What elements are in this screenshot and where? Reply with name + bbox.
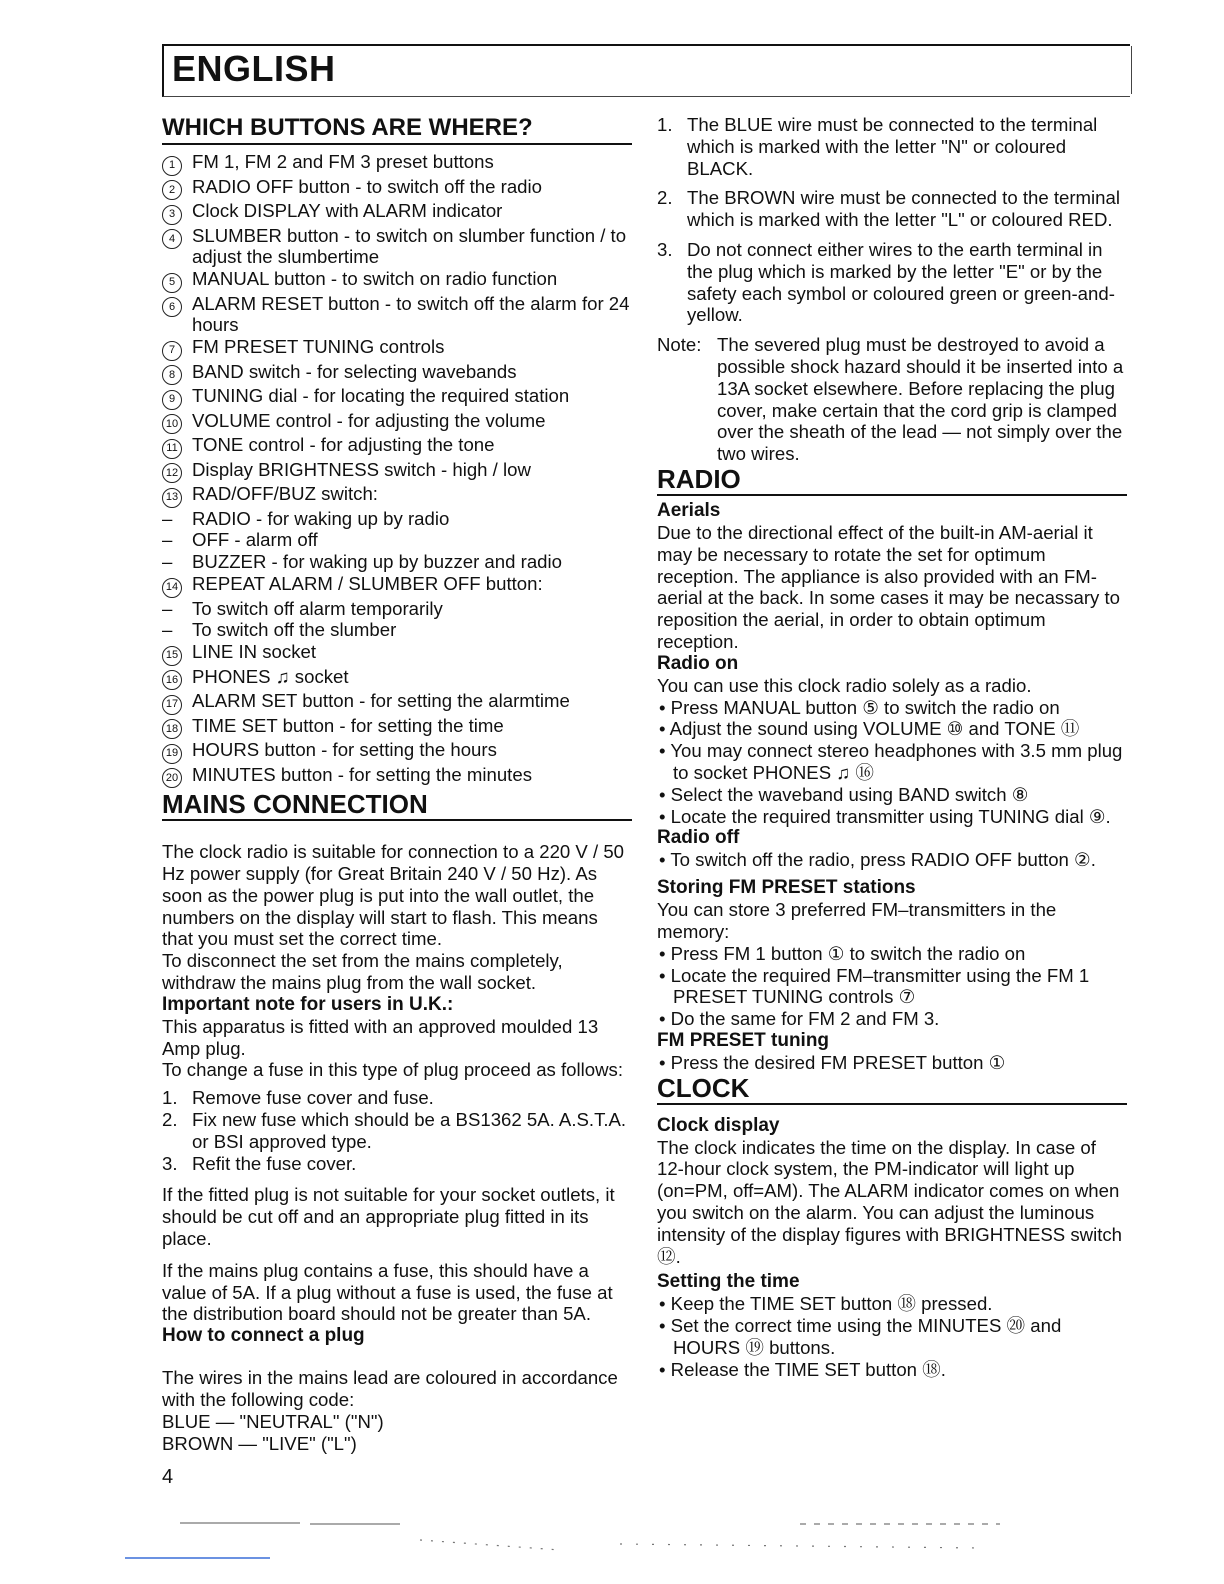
item-number-circle: 3 <box>162 205 182 225</box>
button-legend-item <box>162 293 632 337</box>
item-text: TUNING dial - for locating the required station <box>192 385 570 407</box>
note-text: The severed plug must be destroyed to avoid a possible shock hazard should it be inserted into a 13A socket elsewhere. Before replacing the plug cover, make certain that the cord grip is clamped over the sheath of the lead — not simply over the two wires. <box>717 334 1124 465</box>
item-marker <box>162 336 192 361</box>
button-legend-item <box>162 529 632 551</box>
item-text: ALARM RESET button - to switch off the alarm for 24 hours <box>192 292 630 336</box>
mains-connection-heading: MAINS CONNECTION <box>162 790 632 821</box>
radio-on-heading: Radio on <box>657 652 739 674</box>
preset-tuning-bullet: • Press the desired FM PRESET button ① <box>659 1051 1006 1073</box>
item-marker <box>162 268 192 293</box>
item-marker <box>162 434 192 459</box>
item-marker <box>162 739 192 764</box>
button-legend-item <box>162 739 632 764</box>
item-marker: – <box>162 507 173 529</box>
wire-step <box>657 239 1127 326</box>
fuse-steps <box>162 1087 632 1174</box>
button-list <box>162 151 632 788</box>
item-number-circle: 11 <box>162 439 182 459</box>
wire-steps <box>657 114 1127 326</box>
radio-off-heading: Radio off <box>657 827 740 849</box>
step-text: Do not connect either wires to the earth terminal in the plug which is marked by the letter "E" or by the safety each symbol or coloured green or green-and-yellow. <box>687 238 1115 326</box>
radio-off-bullet: • To switch off the radio, press RADIO OFF button ②. <box>659 849 1096 871</box>
item-text: TONE control - for adjusting the tone <box>192 434 495 456</box>
item-text: MINUTES button - for setting the minutes <box>192 763 532 785</box>
bullet-item: • You may connect stereo headphones with 3.5 mm plug to socket PHONES ♫ ⑯ <box>659 740 1123 783</box>
item-text: HOURS button - for setting the hours <box>192 739 497 761</box>
uk-note-heading: Important note for users in U.K.: <box>162 993 454 1015</box>
item-text: SLUMBER button - to switch on slumber function / to adjust the slumbertime <box>192 224 627 268</box>
step-number: 2. <box>162 1108 178 1130</box>
button-legend-item <box>162 200 632 225</box>
item-text: To switch off alarm temporarily <box>192 597 443 619</box>
item-marker: – <box>162 597 173 619</box>
button-legend-item <box>162 483 632 508</box>
button-legend-item <box>162 268 632 293</box>
item-number-circle: 19 <box>162 744 182 764</box>
button-legend-item <box>162 434 632 459</box>
item-number-circle: 1 <box>162 156 182 176</box>
plug-paragraph-2: If the mains plug contains a fuse, this should have a value of 5A. If a plug without a fuse is used, the fuse at the distribution board should not be greater than 5A. <box>162 1259 613 1325</box>
step-number: 3. <box>162 1152 178 1174</box>
item-text: Clock DISPLAY with ALARM indicator <box>192 200 503 221</box>
connect-plug-heading: How to connect a plug <box>162 1325 365 1347</box>
bullet-item: • Locate the required FM–transmitter using the FM 1 PRESET TUNING controls ⑦ <box>659 964 1090 1008</box>
button-legend-item <box>162 551 632 573</box>
button-legend-item <box>162 459 632 484</box>
uk-paragraph-1: This apparatus is fitted with an approved moulded 13 Amp plug. <box>162 1015 599 1059</box>
item-text: ALARM SET button - for setting the alarmtime <box>192 690 570 712</box>
item-text: TIME SET button - for setting the time <box>192 714 504 736</box>
step-number: 3. <box>657 238 673 260</box>
scan-noise <box>0 1510 1224 1584</box>
bullet-item: • Set the correct time using the MINUTES ⑳ and HOURS ⑲ buttons. <box>659 1315 1062 1359</box>
radio-on-bullets <box>657 697 1127 828</box>
uk-paragraph-2: To change a fuse in this type of plug proceed as follows: <box>162 1059 623 1081</box>
step-number: 1. <box>162 1087 178 1109</box>
item-marker <box>162 715 192 740</box>
button-legend-item <box>162 715 632 740</box>
aerials-heading: Aerials <box>657 499 721 521</box>
fuse-step <box>162 1087 632 1109</box>
storing-bullets <box>657 943 1127 1030</box>
item-number-circle: 6 <box>162 297 182 317</box>
item-marker <box>162 176 192 201</box>
wire-step <box>657 187 1127 231</box>
header-right-rule <box>1131 46 1132 94</box>
item-text: REPEAT ALARM / SLUMBER OFF button: <box>192 573 543 595</box>
button-legend-item <box>162 573 632 598</box>
item-marker: – <box>162 551 173 573</box>
item-number-circle: 13 <box>162 488 182 508</box>
setting-time-heading: Setting the time <box>657 1271 800 1293</box>
step-text: Refit the fuse cover. <box>192 1152 357 1174</box>
step-text: Fix new fuse which should be a BS1362 5A. A.S.T.A. or BSI approved type. <box>192 1108 627 1152</box>
bullet-item: • Select the waveband using BAND switch ⑧ <box>659 783 1029 805</box>
button-legend-item <box>162 690 632 715</box>
item-text: OFF - alarm off <box>192 529 318 551</box>
setting-bullets <box>657 1293 1127 1380</box>
item-text: FM 1, FM 2 and FM 3 preset buttons <box>192 151 494 172</box>
item-number-circle: 14 <box>162 578 182 598</box>
plug-paragraph-1: If the fitted plug is not suitable for your socket outlets, it should be cut off and an appropriate plug fitted in its place. <box>162 1184 615 1249</box>
button-legend-item <box>162 764 632 789</box>
bullet-item: • Keep the TIME SET button ⑱ pressed. <box>659 1293 993 1315</box>
item-text: FM PRESET TUNING controls <box>192 336 445 358</box>
item-number-circle: 2 <box>162 180 182 200</box>
item-number-circle: 15 <box>162 646 182 666</box>
preset-tuning-heading: FM PRESET tuning <box>657 1029 830 1051</box>
clock-heading: CLOCK <box>657 1074 1127 1105</box>
wire-step <box>657 114 1127 179</box>
bullet-item: • Release the TIME SET button ⑱. <box>659 1358 946 1380</box>
button-legend-item <box>162 225 632 269</box>
bullet-item: • Do the same for FM 2 and FM 3. <box>659 1008 940 1030</box>
storing-heading: Storing FM PRESET stations <box>657 877 916 899</box>
item-text: Display BRIGHTNESS switch - high / low <box>192 458 531 480</box>
clock-display-heading: Clock display <box>657 1114 780 1136</box>
item-text: RADIO - for waking up by radio <box>192 507 450 529</box>
item-marker <box>162 573 192 598</box>
button-legend-item <box>162 666 632 691</box>
note <box>657 334 1127 465</box>
radio-heading: RADIO <box>657 465 1127 496</box>
item-number-circle: 8 <box>162 365 182 385</box>
item-marker <box>162 385 192 410</box>
item-number-circle: 17 <box>162 695 182 715</box>
item-text: PHONES ♫ socket <box>192 665 349 687</box>
item-marker <box>162 293 192 337</box>
button-legend-item <box>162 361 632 386</box>
bullet-item: • Adjust the sound using VOLUME ⑩ and TONE ⑪ <box>659 718 1080 740</box>
item-marker <box>162 410 192 435</box>
which-buttons-heading: WHICH BUTTONS ARE WHERE? <box>162 114 632 145</box>
button-legend-item <box>162 336 632 361</box>
wire-blue: BLUE — "NEUTRAL" ("N") <box>162 1410 384 1432</box>
step-number: 2. <box>657 187 673 209</box>
item-marker: – <box>162 529 173 551</box>
item-marker: – <box>162 619 173 641</box>
item-number-circle: 7 <box>162 341 182 361</box>
item-marker <box>162 764 192 789</box>
button-legend-item <box>162 508 632 530</box>
storing-paragraph: You can store 3 preferred FM–transmitters in the memory: <box>657 899 1057 942</box>
item-text: RADIO OFF button - to switch off the radio <box>192 175 542 197</box>
step-number: 1. <box>657 114 673 135</box>
header-box <box>162 44 1130 97</box>
button-legend-item <box>162 385 632 410</box>
button-legend-item <box>162 410 632 435</box>
step-text: Remove fuse cover and fuse. <box>192 1087 434 1109</box>
item-marker <box>162 666 192 691</box>
clock-display-paragraph: The clock indicates the time on the display. In case of 12-hour clock system, the PM-indicator will light up (on=PM, off=AM). The ALARM indicator comes on when you switch on the alarm. You can adjust the luminous intensity of the display figures with BRIGHTNESS switch ⑫. <box>657 1136 1123 1267</box>
button-legend-item <box>162 151 632 176</box>
item-marker <box>162 459 192 484</box>
item-number-circle: 18 <box>162 719 182 739</box>
wire-brown: BROWN — "LIVE" ("L") <box>162 1432 357 1454</box>
page-number: 4 <box>162 1466 174 1488</box>
item-marker <box>162 641 192 666</box>
radio-on-paragraph: You can use this clock radio solely as a radio. <box>657 674 1032 696</box>
bullet-item: • Press MANUAL button ⑤ to switch the radio on <box>659 696 1060 718</box>
item-number-circle: 20 <box>162 768 182 788</box>
button-legend-item <box>162 598 632 620</box>
item-text: VOLUME control - for adjusting the volume <box>192 409 546 431</box>
item-number-circle: 16 <box>162 670 182 690</box>
item-marker <box>162 225 192 269</box>
right-column <box>657 114 1127 1381</box>
step-text: The BROWN wire must be connected to the terminal which is marked with the letter "L" or coloured RED. <box>687 187 1120 231</box>
item-number-circle: 9 <box>162 390 182 410</box>
item-number-circle: 4 <box>162 229 182 249</box>
item-marker <box>162 200 192 225</box>
note-label: Note: <box>657 334 702 356</box>
button-legend-item <box>162 619 632 641</box>
aerials-paragraph: Due to the directional effect of the built-in AM-aerial it may be necessary to rotate the set for optimum reception. The appliance is also provided with an FM-aerial at the back. In some cases it may be necassary to reposition the aerial, in order to obtain optimum reception. <box>657 521 1121 652</box>
button-legend-item <box>162 176 632 201</box>
item-number-circle: 10 <box>162 414 182 434</box>
fuse-step <box>162 1153 632 1175</box>
mains-paragraph-2: To disconnect the set from the mains completely, withdraw the mains plug from the wall socket. <box>162 950 563 993</box>
item-number-circle: 5 <box>162 273 182 293</box>
step-text: The BLUE wire must be connected to the terminal which is marked with the letter "N" or coloured BLACK. <box>687 114 1098 179</box>
left-column <box>162 114 632 1454</box>
item-marker <box>162 690 192 715</box>
item-marker <box>162 483 192 508</box>
bullet-item: • Press FM 1 button ① to switch the radio on <box>659 942 1026 964</box>
fuse-step <box>162 1109 632 1153</box>
page-title: ENGLISH <box>172 48 336 89</box>
item-text: To switch off the slumber <box>192 619 397 641</box>
item-marker <box>162 361 192 386</box>
item-text: LINE IN socket <box>192 641 317 663</box>
wires-paragraph: The wires in the mains lead are coloured in accordance with the following code: <box>162 1367 618 1410</box>
button-legend-item <box>162 641 632 666</box>
bullet-item: • Locate the required transmitter using TUNING dial ⑨. <box>659 805 1111 827</box>
item-number-circle: 12 <box>162 463 182 483</box>
item-text: RAD/OFF/BUZ switch: <box>192 483 378 505</box>
item-text: BUZZER - for waking up by buzzer and radio <box>192 551 562 573</box>
mains-paragraph-1: The clock radio is suitable for connection to a 220 V / 50 Hz power supply (for Great Britain 240 V / 50 Hz). As soon as the power plug is put into the wall outlet, the numbers on the display will start to flash. This means that you must set the correct time. <box>162 841 625 950</box>
item-text: BAND switch - for selecting wavebands <box>192 360 517 382</box>
item-marker <box>162 151 192 176</box>
item-text: MANUAL button - to switch on radio function <box>192 268 558 290</box>
